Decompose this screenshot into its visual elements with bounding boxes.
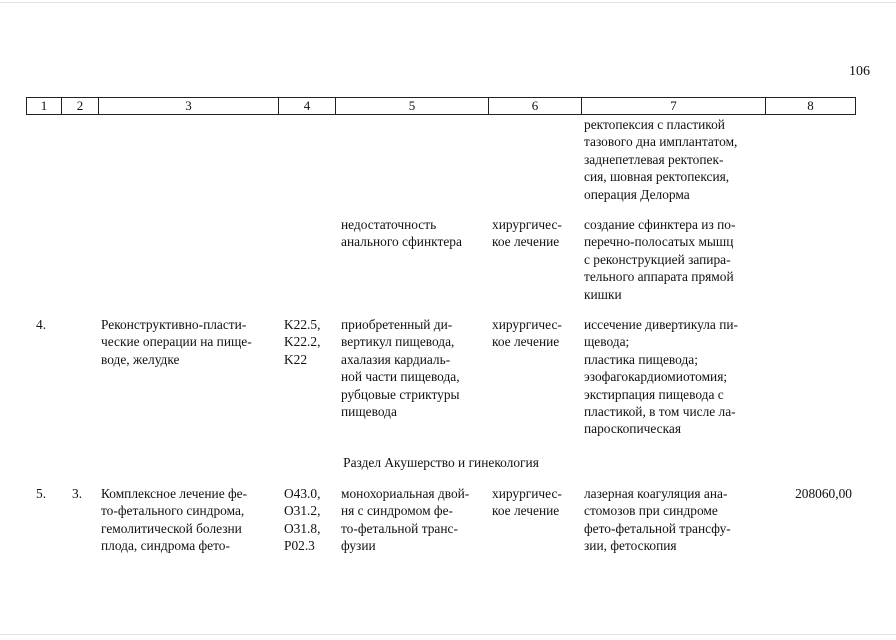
line: O43.0,: [284, 486, 321, 501]
row5-name: [101, 485, 273, 555]
line: с реконструкцией запира-: [584, 251, 731, 267]
row5-treatment: [492, 485, 574, 520]
line: гемолитической болезни: [101, 520, 242, 536]
line: K22.2,: [284, 334, 321, 350]
row-cont-method: [584, 116, 760, 203]
line: K22: [284, 351, 308, 367]
line: заднепетлевая ректопек-: [584, 151, 724, 167]
page-number: 106: [849, 64, 870, 79]
row5-cost: 208060,00: [795, 486, 852, 501]
line: O31.8,: [284, 520, 321, 536]
line: кое лечение: [492, 334, 560, 350]
line: то-фетальной транс-: [341, 520, 458, 536]
line: тельного аппарата прямой: [584, 269, 734, 285]
line: хирургичес-: [492, 217, 562, 232]
line: ной части пищевода,: [341, 369, 460, 385]
line: фузии: [341, 538, 376, 554]
line: создание сфинктера из по-: [584, 217, 736, 232]
line: кое лечение: [492, 234, 560, 250]
line: иссечение дивертикула пи-: [584, 317, 739, 332]
line: Комплексное лечение фе-: [101, 486, 248, 501]
header-col-6: 6: [488, 98, 581, 114]
line: лазерная коагуляция ана-: [584, 486, 728, 501]
line: сия, шовная ректопексия,: [584, 169, 730, 185]
line: хирургичес-: [492, 317, 562, 332]
row-sub-model: [341, 216, 485, 251]
line: щевода;: [584, 334, 630, 350]
line: P02.3: [284, 538, 315, 554]
row4-codes: [284, 316, 334, 368]
line: пищевода: [341, 404, 397, 420]
line: ческие операции на пище-: [101, 334, 252, 350]
scan-edge-top: [0, 2, 896, 3]
line: операция Делорма: [584, 186, 690, 202]
line: ректопексия с пластикой: [584, 117, 725, 132]
line: анального сфинктера: [341, 234, 462, 250]
line: O31.2,: [284, 503, 321, 519]
line: тазового дна имплантатом,: [584, 134, 738, 150]
line: недостаточность: [341, 217, 437, 232]
line: фето-фетальной трансфу-: [584, 520, 731, 536]
line: эзофагокардиомиотомия;: [584, 369, 728, 385]
row-sub-method: [584, 216, 760, 303]
section-title: Раздел Акушерство и гинекология: [343, 455, 539, 470]
header-col-1: 1: [40, 98, 48, 113]
header-col-4: 4: [278, 98, 335, 114]
row4-treatment: [492, 316, 574, 351]
row4-name: [101, 316, 273, 368]
line: кое лечение: [492, 503, 560, 519]
line: кишки: [584, 286, 622, 302]
row-sub-treatment: [492, 216, 574, 251]
line: пароскопическая: [584, 421, 681, 437]
line: вертикул пищевода,: [341, 334, 455, 350]
line: перечно-полосатых мышц: [584, 234, 734, 250]
header-col-2: 2: [61, 98, 98, 114]
line: то-фетального синдрома,: [101, 503, 245, 519]
row5-codes: [284, 485, 334, 555]
header-col-5: 5: [335, 98, 488, 114]
row4-num: 4.: [36, 317, 47, 332]
line: пластика пищевода;: [584, 351, 698, 367]
row4-model: [341, 316, 482, 420]
scan-edge-bottom: [0, 634, 896, 635]
line: пластикой, в том числе ла-: [584, 404, 736, 420]
line: зии, фетоскопия: [584, 538, 677, 554]
line: хирургичес-: [492, 486, 562, 501]
line: рубцовые стриктуры: [341, 386, 460, 402]
line: ахалазия кардиаль-: [341, 351, 451, 367]
header-col-8: 8: [765, 98, 855, 114]
line: стомозов при синдроме: [584, 503, 718, 519]
line: Реконструктивно-пласти-: [101, 317, 247, 332]
row5-num: 5.: [36, 486, 47, 501]
line: воде, желудке: [101, 351, 180, 367]
header-col-3: 3: [98, 98, 278, 114]
line: приобретенный ди-: [341, 317, 453, 332]
line: плода, синдрома фето-: [101, 538, 230, 554]
line: экстирпация пищевода с: [584, 386, 724, 402]
row4-method: [584, 316, 760, 438]
row5-method: [584, 485, 760, 555]
row5-model: [341, 485, 486, 555]
line: ня с синдромом фе-: [341, 503, 454, 519]
table-header: [26, 97, 856, 115]
row5-group: 3.: [72, 486, 83, 501]
line: K22.5,: [284, 317, 321, 332]
header-col-7: 7: [581, 98, 765, 114]
line: монохориальная двой-: [341, 486, 470, 501]
